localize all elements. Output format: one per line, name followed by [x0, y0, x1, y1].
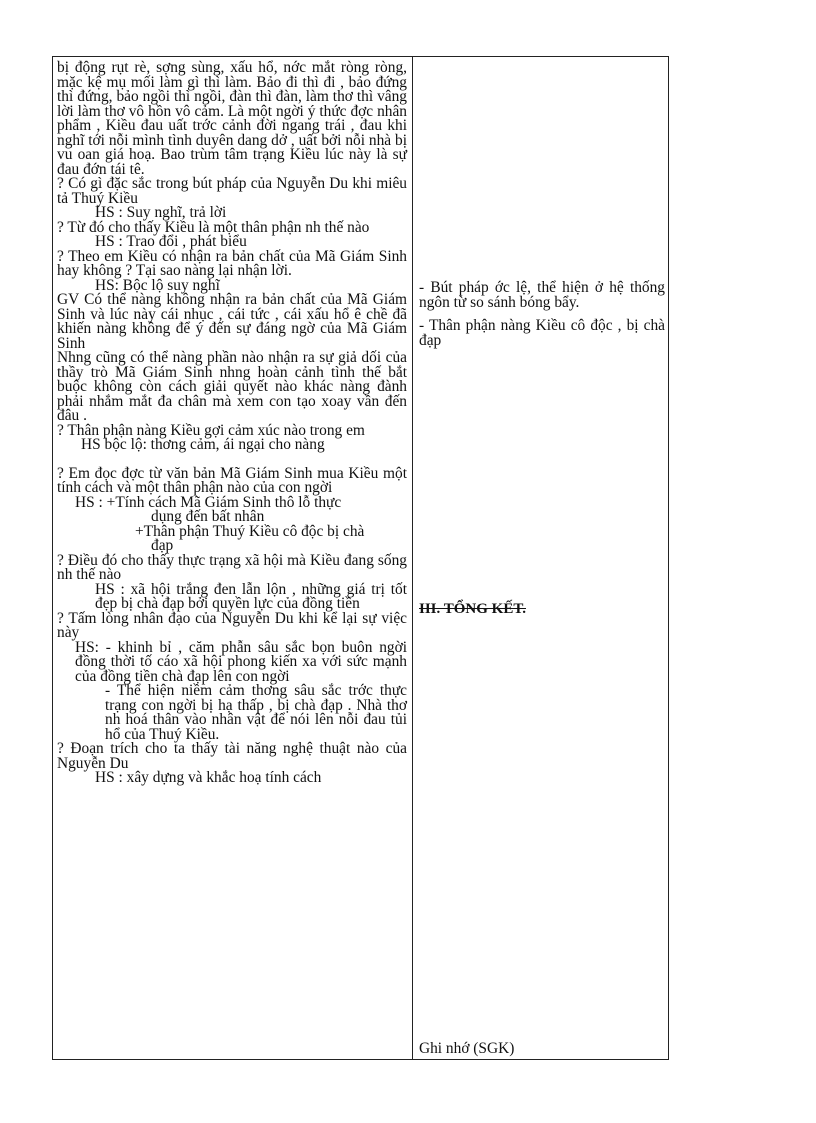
student-answer: dụng đến bất nhân — [151, 508, 265, 525]
summary-note: Ghi nhớ (SGK) — [419, 1040, 515, 1057]
student-answer: HS bộc lộ: thơng cảm, ái ngại cho nàng — [81, 436, 325, 453]
student-answer: HS : Suy nghĩ, trả lời — [95, 204, 227, 221]
student-answer: HS : +Tính cách Mã Giám Sinh thô lỗ thực — [75, 493, 342, 511]
student-answer: +Thân phận Thuý Kiều cô độc bị chà — [135, 522, 365, 540]
question: ? Thân phận nàng Kiều gợi cảm xúc nào trong em — [57, 421, 365, 439]
question: ? Tấm lòng nhân đạo của Nguyễn Du khi kể lại sự việc này — [57, 609, 407, 641]
question: ? Em đọc đợc từ văn bản Mã Giám Sinh mua Kiều một tính cách và một thân phận nào của con ngời — [57, 464, 407, 496]
teacher-note: GV Có thể nàng không nhận ra bản chất của Mã Giám Sinh và lúc này cái nhục , cái tức , cái xấu hổ ê chề đã khiến nàng không để ý đến sự đáng ngờ của Mã Giám Sinh — [57, 291, 407, 352]
section-heading: III. TỔNG KẾT. — [419, 601, 526, 617]
analysis-paragraph: bị động rụt rè, sợng sùng, xấu hổ, nớc mắt ròng ròng, mặc kệ mụ mối làm gì thì làm. Bảo đi thì đi , bảo đứng thì đứng, bảo ngồi thì ngồi, đàn thì đàn, làm thơ thì vâng lời làm thơ vô hồn vô cảm. Là một ngời ý thức đợc nhân phẩm , Kiều đau uất trớc cảnh đời ngang trái , đau khi nghĩ tới nỗi mình tình duyên dang dở , uất bởi nỗi nhà bị vu oan giá hoạ. Bao trùm tâm trạng Kiều lúc này là sự đau đớn tái tê. — [57, 59, 407, 178]
student-answer: - Thể hiện niềm cảm thơng sâu sắc trớc thực trạng con ngời bị hạ thấp , bị chà đạp . Nhà thơ nh hoá thân vào nhân vật để nói lên nỗi đau tủi hổ của Thuý Kiều. — [105, 682, 407, 743]
question: ? Theo em Kiều có nhận ra bản chất của Mã Giám Sinh hay không ? Tại sao nàng lại nhận lời. — [57, 247, 407, 279]
question: ? Từ đó cho thấy Kiều là một thân phận nh thế nào — [57, 218, 370, 236]
question: ? Đoạn trích cho ta thấy tài năng nghệ thuật nào của Nguyễn Du — [57, 740, 407, 772]
teacher-student-column — [57, 61, 407, 786]
lesson-table — [52, 56, 669, 1060]
question: ? Có gì đặc sắc trong bút pháp của Nguyễn Du khi miêu tả Thuý Kiều — [57, 175, 407, 207]
summary-point: - Bút pháp ớc lệ, thể hiện ở hệ thống ngôn từ so sánh bóng bẩy. — [419, 279, 665, 311]
student-answer: đạp — [151, 537, 174, 554]
analysis-paragraph: Nhng cũng có thể nàng phần nào nhận ra sự giả dối của thầy trò Mã Giám Sinh nhng hoàn cảnh tình thế bắt buộc không còn cách giải quyết nào khác nàng đành phải nhắm mắt đa chân mà xem con tạo xoay vần đến đâu . — [57, 349, 407, 424]
summary-point: - Thân phận nàng Kiều cô độc , bị chà đạp — [419, 317, 665, 349]
column-divider — [412, 57, 413, 1059]
student-answer: HS : xã hội trắng đen lẫn lộn , những giá trị tốt đẹp bị chà đạp bởi quyền lực của đồng tiền — [95, 580, 407, 612]
student-answer: HS : xây dựng và khắc hoạ tính cách — [95, 769, 322, 786]
student-answer: HS: Bộc lộ suy nghĩ — [95, 276, 220, 294]
student-answer: HS : Trao đổi , phát biểu — [95, 233, 247, 250]
question: ? Điều đó cho thấy thực trạng xã hội mà Kiều đang sống nh thế nào — [57, 551, 407, 583]
student-answer: HS: - khinh bỉ , căm phẫn sâu sắc bọn buôn ngời đồng thời tố cáo xã hội phong kiến xa với sức mạnh của đồng tiền chà đạp lên con ngời — [75, 638, 407, 685]
